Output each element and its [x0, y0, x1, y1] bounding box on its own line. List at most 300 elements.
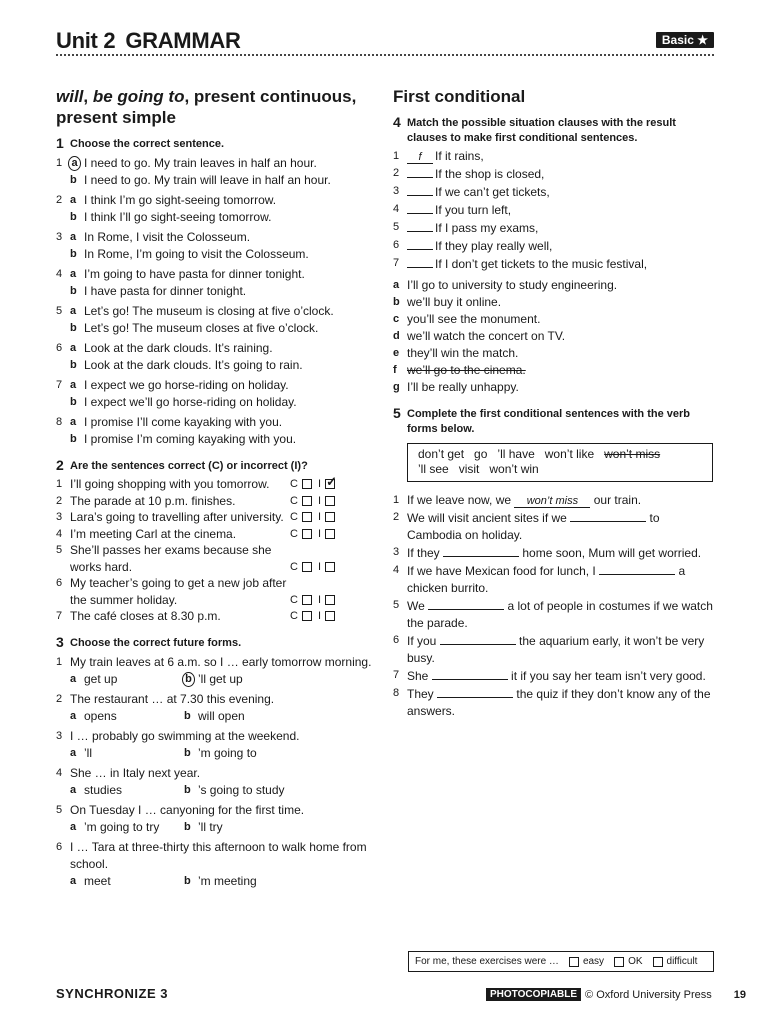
exercise-5-item	[393, 597, 715, 632]
exercise-1-item	[56, 266, 374, 300]
sentence-option[interactable]: I promise I’m coming kayaking with you.	[84, 432, 297, 446]
brand-logo	[56, 986, 168, 1001]
sentence: I’m meeting Carl at the cinema.	[70, 526, 237, 541]
publisher: © Oxford University Press	[585, 988, 712, 1001]
situation-item	[393, 237, 715, 255]
exercise-3-header	[56, 635, 374, 651]
result-letter: c	[393, 313, 400, 325]
exercise-2-item	[56, 608, 374, 625]
option-letter: a	[70, 672, 77, 685]
incorrect-option[interactable]	[318, 509, 346, 526]
question-text: She … in Italy next year.	[70, 765, 201, 780]
incorrect-option[interactable]	[318, 526, 346, 543]
answer-blank[interactable]	[440, 632, 516, 645]
option-letter: b	[184, 746, 191, 759]
result-item	[393, 379, 715, 396]
word-option: go	[474, 447, 488, 461]
sentence-option[interactable]: I need to go. My train will leave in half an hour.	[84, 173, 331, 187]
c-label: C	[290, 511, 298, 523]
item-number: 5	[56, 803, 63, 816]
question-body	[70, 691, 374, 725]
incorrect-option[interactable]	[318, 592, 346, 609]
sentence-end: a lot of people in costumes if we watch the parade.	[407, 599, 713, 630]
i-checkbox[interactable]	[325, 595, 335, 605]
sentence-end: to Cambodia on holiday.	[407, 511, 660, 542]
item-number: 3	[393, 185, 400, 197]
option-letter: a	[70, 231, 77, 243]
sentence-start: We	[407, 599, 425, 613]
answer-option[interactable]: ’m going to try	[84, 819, 160, 834]
sentence	[407, 509, 715, 544]
c-label: C	[290, 527, 298, 540]
question-text: I … Tara at three-thirty this afternoon to walk home from school.	[70, 839, 367, 871]
result-letter: f	[393, 364, 397, 376]
exercise-5-item	[393, 544, 715, 562]
sentence-option[interactable]: In Rome, I visit the Colosseum.	[84, 230, 251, 244]
exercise-3-item	[56, 802, 374, 836]
sentence-end: home soon, Mum will get worried.	[522, 546, 702, 560]
item-number: 1	[56, 157, 63, 169]
exercise-3-item	[56, 728, 374, 762]
exercise-2-item	[56, 526, 374, 543]
word-option: ’ll have	[497, 447, 535, 461]
exercise-1-item	[56, 155, 374, 189]
option-letter: a	[70, 194, 77, 206]
answer-option[interactable]: ’ll get up	[198, 671, 243, 686]
sentence-option[interactable]: I’m going to have pasta for dinner tonight.	[84, 267, 305, 281]
exercise-number: 3	[56, 633, 64, 650]
result-text: we’ll buy it online.	[407, 295, 502, 309]
i-checkbox[interactable]	[325, 611, 335, 621]
exercise-number: 4	[393, 114, 401, 130]
option-letter[interactable]	[184, 671, 198, 688]
item-number: 4	[56, 268, 63, 280]
answer-options	[70, 873, 374, 890]
result-letter: d	[393, 330, 400, 342]
sentence	[407, 597, 715, 632]
answer-option[interactable]: ’ll	[84, 745, 92, 760]
exercise-2-item	[56, 476, 374, 493]
c-checkbox[interactable]	[302, 562, 312, 572]
option-letter: a	[70, 268, 77, 280]
sentence-option[interactable]: I expect we go horse-riding on holiday.	[84, 378, 289, 392]
situation-line	[407, 255, 715, 273]
item-number: 7	[56, 379, 63, 391]
feedback-option-easy[interactable]	[569, 956, 604, 967]
item-number: 2	[56, 494, 63, 507]
exercise-2-item	[56, 575, 374, 608]
c-checkbox[interactable]	[302, 595, 312, 605]
exercise-3-item	[56, 691, 374, 725]
exercise-number: 5	[393, 405, 401, 421]
unit-title	[56, 28, 241, 54]
section-label: GRAMMAR	[125, 28, 241, 53]
item-number: 1	[393, 494, 400, 506]
circled-answer[interactable]: b	[182, 672, 195, 687]
c-checkbox[interactable]	[302, 496, 312, 506]
answer-blank[interactable]: won’t miss	[514, 495, 590, 508]
answer-option[interactable]: studies	[84, 782, 123, 797]
situation-line	[407, 237, 715, 255]
answer-options	[70, 671, 374, 688]
item-number: 5	[393, 221, 400, 233]
option-letter: a	[70, 874, 77, 887]
option-letter: a	[70, 305, 77, 317]
title-rest: , present continuous, present simple	[56, 87, 357, 127]
c-checkbox[interactable]	[302, 479, 312, 489]
checkbox[interactable]	[569, 957, 579, 967]
item-number: 3	[56, 511, 63, 523]
item-number: 4	[56, 766, 63, 779]
c-label: C	[290, 478, 298, 490]
sentence	[407, 492, 715, 509]
question-text: My train leaves at 6 a.m. so I … early tomorrow morning.	[70, 654, 372, 669]
answer-blank[interactable]	[570, 509, 646, 522]
sentence	[407, 632, 715, 667]
sentence-option[interactable]: Look at the dark clouds. It’s raining.	[84, 341, 273, 355]
feedback-box	[408, 951, 714, 972]
left-column	[56, 86, 374, 890]
sentence-start: If you	[407, 634, 437, 648]
option-letter: b	[70, 174, 77, 186]
word-option: ’ll see	[418, 462, 449, 476]
answer-blank[interactable]	[432, 667, 508, 680]
item-number: 8	[56, 416, 63, 428]
i-checkbox[interactable]	[325, 512, 335, 522]
word-option: won’t miss	[604, 447, 661, 461]
exercise-5-list	[393, 492, 715, 720]
question-text: On Tuesday I … canyoning for the first time.	[70, 802, 305, 817]
exercise-2-item	[56, 493, 374, 510]
i-label: I	[318, 610, 322, 622]
sentence-start: If they	[407, 546, 440, 560]
exercise-3-item	[56, 765, 374, 799]
title-going-to: be going to	[92, 87, 185, 106]
situation-text: If it rains,	[435, 149, 484, 163]
answer-options	[70, 745, 374, 762]
option-letter: b	[70, 285, 77, 297]
sentence-option[interactable]: I think I’m go sight-seeing tomorrow.	[84, 193, 277, 207]
sentence-start: If we have Mexican food for lunch, I	[407, 564, 596, 578]
option-letter: b	[184, 709, 191, 722]
feedback-label: For me, these exercises were …	[415, 956, 559, 967]
exercise-instruction: Match the possible situation clauses with the result clauses to make first conditional sentences.	[407, 117, 676, 144]
c-checkbox[interactable]	[302, 611, 312, 621]
result-text: you’ll see the monument.	[407, 312, 541, 326]
answer-option[interactable]: meet	[84, 873, 111, 888]
c-label: C	[290, 494, 298, 507]
exercise-5-item	[393, 492, 715, 509]
option-letter: a	[70, 820, 77, 833]
option-letter: b	[70, 322, 77, 334]
spacer	[56, 320, 70, 337]
answer-blank[interactable]	[599, 562, 675, 575]
situation-text: If the shop is closed,	[435, 167, 545, 181]
brand-part: SYNCHR	[56, 986, 114, 1001]
exercise-5-header	[393, 406, 715, 437]
result-letter: a	[393, 279, 400, 291]
exercise-4-results	[393, 277, 715, 396]
brand-o: O	[113, 986, 125, 1001]
exercise-4-situations	[393, 148, 715, 273]
exercise-number: 1	[56, 135, 64, 151]
spacer	[56, 246, 70, 263]
photocopiable-badge: PHOTOCOPIABLE	[486, 988, 581, 1001]
sentence	[407, 544, 715, 562]
sentence-start: She	[407, 669, 429, 683]
item-number: 6	[393, 239, 400, 251]
result-letter: e	[393, 347, 400, 359]
answer-option[interactable]: opens	[84, 708, 117, 723]
item-number: 2	[393, 511, 400, 523]
sentence-option[interactable]: Let’s go! The museum closes at five o’clock.	[84, 321, 319, 335]
option-label: difficult	[666, 956, 698, 967]
answer-options	[70, 782, 374, 799]
situation-text: If we can’t get tickets,	[435, 185, 550, 199]
answer-option[interactable]: ’m going to	[198, 745, 257, 760]
answer-blank[interactable]	[407, 237, 433, 250]
option-letter: b	[184, 820, 191, 833]
answer-blank[interactable]	[407, 201, 433, 214]
answer-options	[70, 819, 374, 836]
situation-line	[407, 148, 715, 165]
answer-blank[interactable]	[407, 183, 433, 196]
title-sep: ,	[83, 87, 93, 106]
item-number: 2	[393, 167, 400, 179]
situation-line	[407, 219, 715, 237]
exercise-instruction: Complete the first conditional sentences with the verb forms below.	[407, 408, 690, 435]
exercise-instruction: Are the sentences correct (C) or incorrect (I)?	[70, 460, 308, 472]
spacer	[56, 172, 70, 189]
sentence-option[interactable]: I expect we’ll go horse-riding on holiday.	[84, 395, 297, 409]
incorrect-option[interactable]	[318, 608, 346, 625]
right-section-title: First conditional	[393, 87, 526, 106]
situation-line	[407, 201, 715, 219]
situation-item	[393, 183, 715, 201]
item-number: 7	[393, 257, 400, 269]
c-checkbox[interactable]	[302, 512, 312, 522]
spacer	[56, 431, 70, 448]
spacer	[56, 283, 70, 300]
correct-option[interactable]	[290, 476, 318, 493]
situation-item	[393, 148, 715, 165]
exercise-2-item	[56, 542, 374, 575]
exercise-instruction: Choose the correct future forms.	[70, 636, 242, 649]
item-number: 3	[393, 546, 400, 558]
i-label: I	[318, 527, 322, 540]
feedback-option-ok[interactable]	[614, 956, 642, 967]
footer-right	[486, 988, 746, 1001]
option-letter: b	[70, 359, 77, 371]
answer-option[interactable]: will open	[198, 708, 245, 723]
item-number: 3	[56, 231, 63, 243]
item-number: 4	[56, 527, 63, 540]
result-item	[393, 362, 715, 379]
option-letter: a	[70, 709, 77, 722]
option-label: easy	[582, 956, 605, 967]
sentence-option[interactable]: In Rome, I’m going to visit the Colosseum.	[84, 247, 309, 261]
i-checkbox[interactable]	[325, 496, 335, 506]
answer-blank[interactable]	[437, 685, 513, 698]
answer-blank[interactable]: f	[407, 151, 433, 164]
i-checkbox[interactable]	[325, 529, 335, 539]
incorrect-option[interactable]	[318, 493, 346, 510]
situation-line	[407, 165, 715, 183]
word-option: won’t like	[544, 447, 595, 461]
c-checkbox[interactable]	[302, 529, 312, 539]
c-label: C	[290, 560, 298, 573]
question-text: I … probably go swimming at the weekend.	[70, 728, 300, 743]
item-number: 5	[56, 305, 63, 317]
question-body	[70, 728, 374, 762]
sentence-end: a chicken burrito.	[407, 564, 686, 595]
level-label: Basic	[661, 33, 694, 47]
i-label: I	[318, 560, 322, 573]
result-letter: g	[393, 381, 400, 393]
star-icon: ★	[697, 33, 708, 47]
sentence-option[interactable]: I have pasta for dinner tonight.	[84, 284, 247, 298]
item-number: 4	[393, 203, 400, 215]
item-number: 1	[56, 478, 63, 490]
word-option: won’t win	[489, 462, 539, 476]
result-item	[393, 328, 715, 345]
correct-option[interactable]	[290, 559, 318, 576]
question-body	[70, 654, 374, 688]
correct-option[interactable]	[290, 493, 318, 510]
sentence	[407, 562, 715, 597]
brand-part: NIZE 3	[124, 986, 168, 1001]
result-text: I’ll go to university to study engineering.	[407, 278, 618, 292]
sentence-end: the aquarium early, it won’t be very busy.	[407, 634, 705, 665]
exercise-1-header	[56, 136, 374, 152]
word-box	[407, 443, 713, 482]
checkbox[interactable]	[653, 957, 663, 967]
option-letter: a	[70, 746, 77, 759]
question-body	[70, 765, 374, 799]
spacer	[56, 209, 70, 226]
exercise-5-item	[393, 562, 715, 597]
i-checkbox[interactable]	[325, 562, 335, 572]
option-letter: a	[70, 342, 77, 354]
right-column	[393, 86, 715, 720]
answer-blank[interactable]	[407, 255, 433, 268]
answer-option[interactable]: ’s going to study	[198, 782, 285, 797]
sentence: She’ll passes her exams because she works hard.	[70, 543, 272, 574]
answer-blank[interactable]	[428, 597, 504, 610]
i-label: I	[318, 478, 322, 490]
exercise-1-item	[56, 303, 374, 337]
item-number: 7	[56, 610, 63, 622]
item-number: 7	[393, 669, 400, 681]
sentence-option[interactable]: I need to go. My train leaves in half an hour.	[84, 156, 317, 170]
option-letter: b	[184, 874, 191, 887]
i-label: I	[318, 494, 322, 507]
exercise-3-item	[56, 839, 374, 890]
circled-answer[interactable]: a	[68, 156, 81, 171]
item-number: 4	[393, 564, 400, 576]
situation-text: If they play really well,	[435, 239, 553, 253]
exercise-3-list	[56, 654, 374, 890]
result-text: we’ll watch the concert on TV.	[407, 329, 566, 343]
sentence: The café closes at 8.30 p.m.	[70, 609, 221, 623]
correct-option[interactable]	[290, 526, 318, 543]
exercise-1-item	[56, 229, 374, 263]
sentence-option[interactable]: Look at the dark clouds. It’s going to rain.	[84, 358, 303, 372]
answer-option[interactable]: ’m meeting	[198, 873, 257, 888]
item-number: 6	[56, 342, 63, 354]
exercise-instruction: Choose the correct sentence.	[70, 138, 225, 150]
c-label: C	[290, 593, 298, 606]
answer-option[interactable]: get up	[84, 671, 118, 686]
exercise-2-list	[56, 476, 374, 625]
checkbox[interactable]	[614, 957, 624, 967]
option-letter: b	[70, 248, 77, 260]
correct-option[interactable]	[290, 608, 318, 625]
title-will: will	[56, 87, 84, 106]
incorrect-option[interactable]	[318, 559, 346, 576]
exercise-1-list	[56, 155, 374, 448]
option-letter: b	[184, 783, 191, 796]
sentence: My teacher’s going to get a new job after the summer holiday.	[70, 576, 287, 607]
sentence-option[interactable]: I promise I’ll come kayaking with you.	[84, 415, 283, 429]
item-number: 8	[393, 687, 400, 699]
sentence-end: our train.	[593, 493, 642, 507]
spacer	[56, 357, 70, 374]
situation-text: If you turn left,	[435, 203, 512, 217]
option-letter: a	[70, 416, 77, 428]
situation-line	[407, 183, 715, 201]
situation-item	[393, 165, 715, 183]
incorrect-option[interactable]	[318, 476, 346, 493]
sentence-option[interactable]: I think I’ll go sight-seeing tomorrow.	[84, 210, 272, 224]
i-checkbox[interactable]	[325, 479, 335, 489]
sentence	[407, 685, 715, 720]
item-number: 6	[56, 577, 63, 589]
exercise-2-item	[56, 509, 374, 526]
result-item	[393, 345, 715, 362]
sentence: I’ll going shopping with you tomorrow.	[70, 477, 270, 491]
answer-blank[interactable]	[407, 219, 433, 232]
answer-option[interactable]: ’ll try	[198, 819, 223, 834]
option-letter: b	[70, 396, 77, 408]
result-text: we’ll go to the cinema.	[407, 363, 526, 377]
left-section-title	[56, 86, 374, 128]
sentence	[407, 667, 715, 685]
option-letter: b	[70, 211, 77, 223]
answer-blank[interactable]	[443, 544, 519, 557]
sentence-end: it if you say her team isn’t very good.	[511, 669, 706, 683]
answer-options	[70, 708, 374, 725]
sentence-option[interactable]: Let’s go! The museum is closing at five o’clock.	[84, 304, 334, 318]
item-number: 2	[56, 692, 63, 705]
exercise-1-item	[56, 414, 374, 448]
correct-option[interactable]	[290, 509, 318, 526]
option-letter[interactable]	[70, 155, 84, 172]
correct-option[interactable]	[290, 592, 318, 609]
option-letter: a	[70, 783, 77, 796]
sentence-start: We will visit ancient sites if we	[407, 511, 567, 525]
item-number: 1	[56, 655, 63, 668]
answer-blank[interactable]	[407, 165, 433, 178]
exercise-number: 2	[56, 457, 64, 473]
option-letter: a	[70, 379, 77, 391]
level-badge	[656, 32, 714, 48]
feedback-option-difficult[interactable]	[653, 956, 698, 967]
item-number: 6	[393, 634, 400, 646]
sentence-start: If we leave now, we	[407, 493, 512, 507]
result-text: I’ll be really unhappy.	[407, 380, 519, 394]
exercise-5-item	[393, 667, 715, 685]
